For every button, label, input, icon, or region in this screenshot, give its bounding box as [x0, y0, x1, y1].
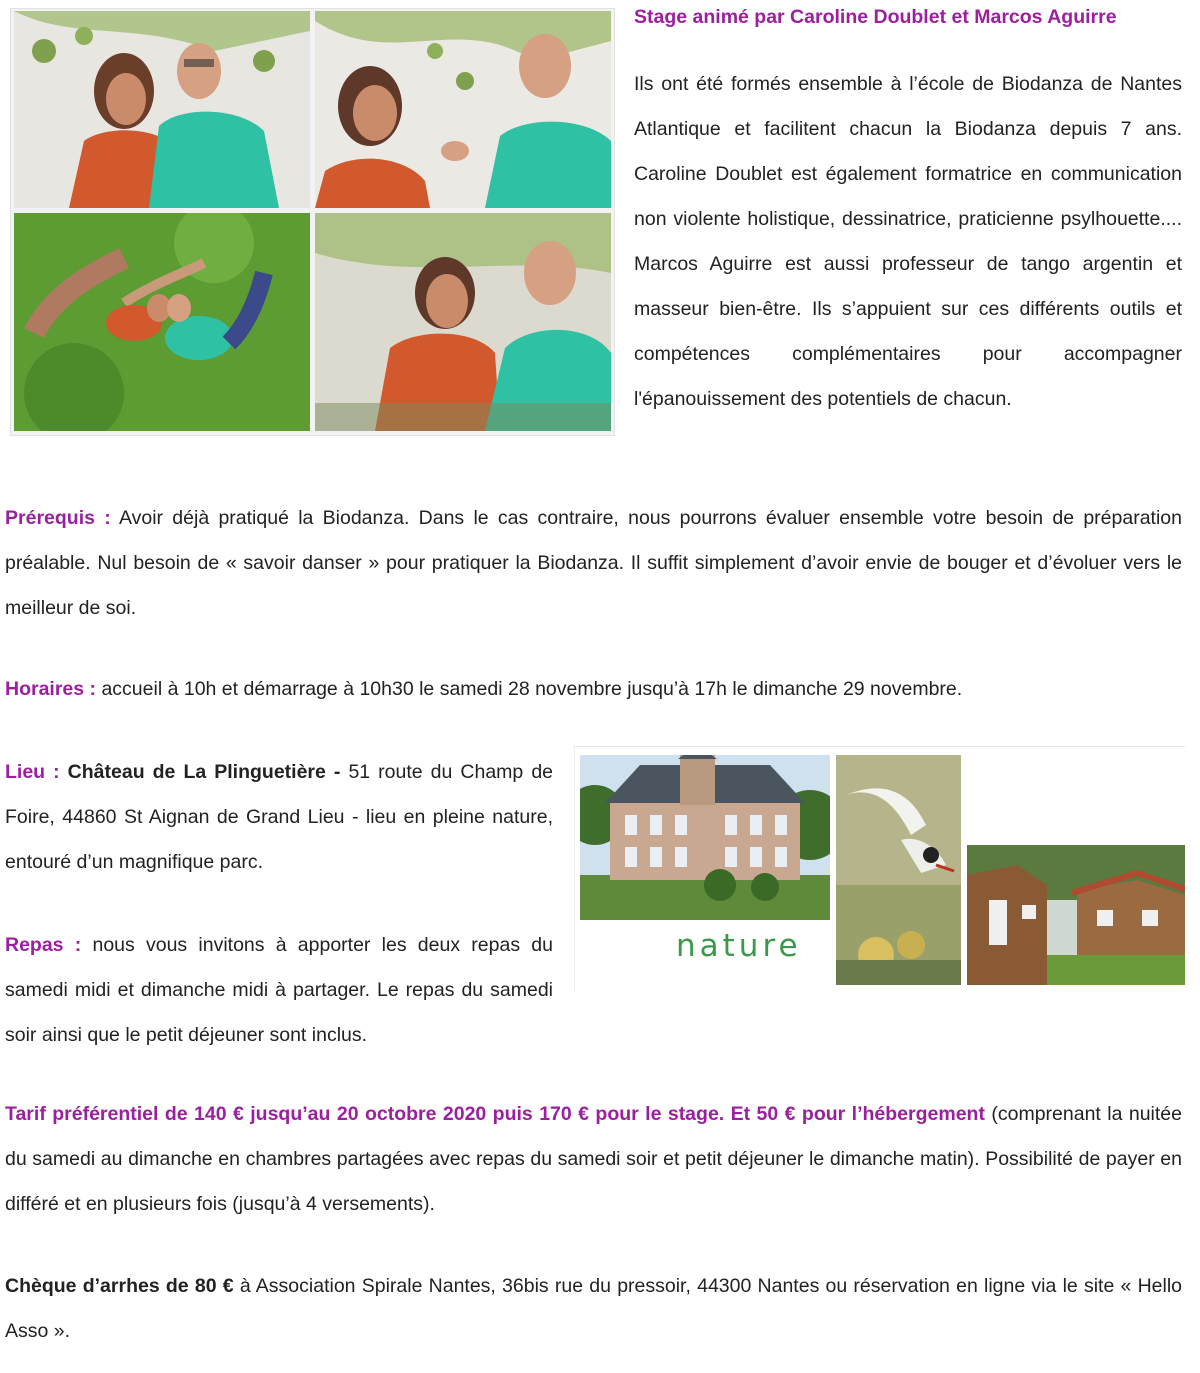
venue-photo-panel [574, 746, 1185, 992]
photo-bird [836, 755, 961, 985]
pricing-text: (comprenant la nuitée du samedi au dimanche en chambres partagées avec repas du samedi soir et petit déjeuner le dimanche matin). Possibilité de payer en différé et en plusieurs fois (jusqu’à 4 versements). [5, 1103, 1182, 1215]
photo-chalets [967, 845, 1185, 985]
schedule-label: Horaires : [5, 678, 97, 700]
schedule-paragraph [5, 667, 1182, 712]
pricing-paragraph [5, 1092, 1182, 1227]
venue-name: Château de La Plinguetière - [59, 761, 341, 783]
venue-text: 51 route du Champ de Foire, 44860 St Aignan de Grand Lieu - lieu en pleine nature, entouré d’un magnifique parc. [5, 761, 554, 873]
photo-couple-leaning [14, 11, 310, 208]
meals-paragraph [5, 923, 553, 1058]
prerequisites-label: Prérequis : [5, 507, 111, 529]
venue-label: Lieu : [5, 761, 60, 783]
photo-chateau [580, 755, 830, 920]
pricing-highlight: Tarif préférentiel de 140 € jusqu’au 20 octobre 2020 puis 170 € pour le stage. Et 50 € pour l’hébergement [5, 1103, 985, 1125]
stage-title: Stage animé par Caroline Doublet et Marcos Aguirre [634, 6, 1117, 28]
deposit-label: Chèque d’arrhes de 80 € [5, 1275, 234, 1297]
meals-text: nous vous invitons à apporter les deux repas du samedi midi et dimanche midi à partager. Le repas du samedi soir ainsi que le petit déjeuner sont inclus. [5, 934, 553, 1046]
venue-paragraph [5, 750, 553, 885]
photo-collage [10, 8, 615, 436]
meals-label: Repas : [5, 934, 82, 956]
photo-couple-on-grass [14, 213, 310, 431]
prerequisites-text: Avoir déjà pratiqué la Biodanza. Dans le cas contraire, nous pourrons évaluer ensemble votre besoin de préparation préalable. Nul besoin de « savoir danser » pour pratiquer la Biodanza. Il suffit simplement d’avoir envie de bouger et d’évoluer vers le meilleur de soi. [5, 507, 1182, 619]
deposit-text: à Association Spirale Nantes, 36bis rue du pressoir, 44300 Nantes ou réservation en ligne via le site « Hello Asso ». [5, 1275, 1183, 1342]
stage-description: Ils ont été formés ensemble à l’école de Biodanza de Nantes Atlantique et facilitent chacun la Biodanza depuis 7 ans. Caroline Doublet est également formatrice en communication non violente holistique, dessinatrice, praticienne psylhouette.... Marcos Aguirre est aussi professeur de tango argentin et masseur bien-être. Ils s’appuient sur ces différents outils et compétences complémentaires pour accompagner l'épanouissement des potentiels de chacun. [634, 73, 1182, 410]
photo-couple-laughing [315, 11, 611, 208]
deposit-paragraph [5, 1264, 1182, 1354]
nature-caption: nature [676, 928, 802, 964]
venue-section [5, 750, 553, 1058]
prerequisites-paragraph [5, 496, 1182, 631]
schedule-text: accueil à 10h et démarrage à 10h30 le samedi 28 novembre jusqu’à 17h le dimanche 29 novembre. [96, 678, 963, 700]
photo-couple-smiling [315, 213, 611, 431]
stage-section [634, 0, 1182, 422]
